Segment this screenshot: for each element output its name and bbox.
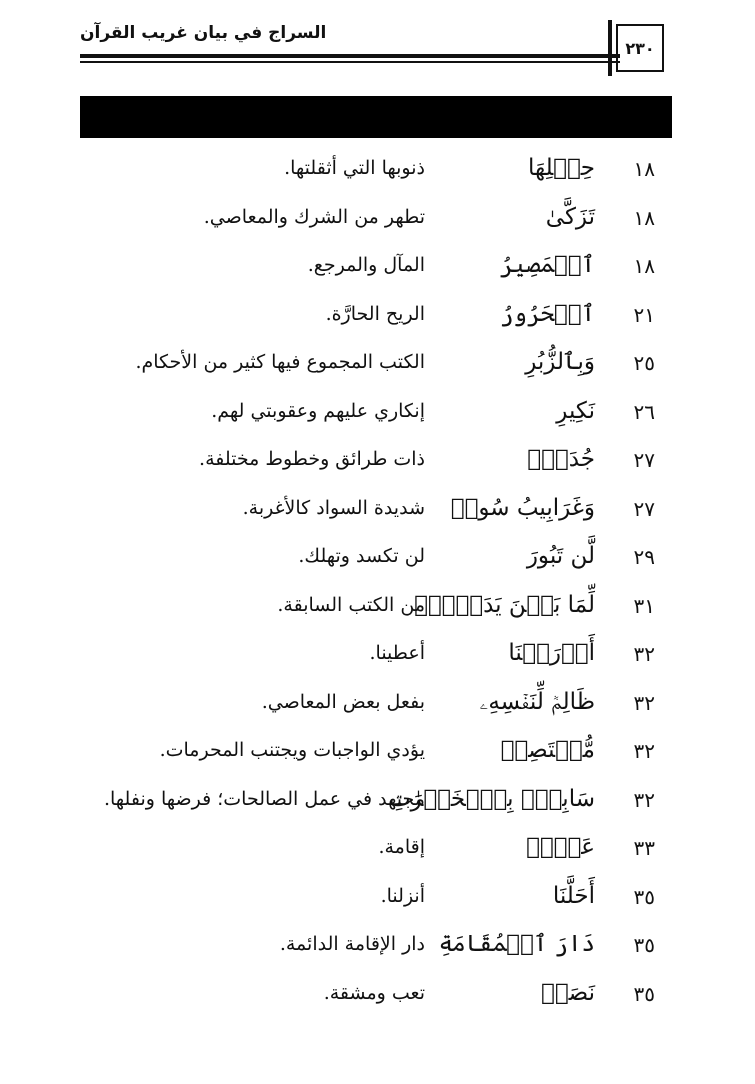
glossary-list (0, 148, 755, 1021)
quranic-word: عَدۡنٖ (526, 834, 595, 860)
word-meaning: مجتهد في عمل الصالحات؛ فرضها ونفلها. (103, 787, 425, 810)
word-meaning: تطهر من الشرك والمعاصي. (203, 205, 425, 228)
glossary-entry (0, 876, 755, 925)
word-meaning: تعب ومشقة. (323, 981, 425, 1004)
word-meaning: يؤدي الواجبات ويجتنب المحرمات. (159, 739, 425, 761)
quranic-word: نَصَبٞ (541, 979, 595, 1006)
glossary-entry (0, 633, 755, 682)
glossary-entry (0, 585, 755, 634)
glossary-entry (0, 536, 755, 585)
glossary-entry (0, 391, 755, 440)
verse-number: ١٨ (633, 254, 655, 278)
quranic-word: تَزَكَّىٰ (545, 203, 595, 230)
quranic-word: ظَالِمٞ لِّنَفۡسِهِۦ (479, 688, 595, 715)
page-number: ٢٣٠ (616, 24, 664, 72)
verse-number: ٣٢ (633, 787, 655, 812)
word-meaning: من الكتب السابقة. (277, 593, 425, 616)
verse-number: ١٨ (633, 157, 655, 181)
quranic-word: مُّقۡتَصِدٞ (500, 737, 595, 763)
glossary-entry (0, 924, 755, 973)
word-meaning: الريح الحارَّة. (325, 302, 425, 325)
word-meaning: ذات طرائق وخطوط مختلفة. (199, 448, 425, 470)
quranic-word: نَكِيرِ (556, 397, 595, 424)
glossary-entry (0, 342, 755, 391)
quranic-word: وَغَرَابِيبُ سُودٞ (450, 494, 595, 521)
glossary-entry (0, 682, 755, 731)
word-meaning: الكتب المجموع فيها كثير من الأحكام. (135, 351, 425, 373)
word-meaning: أعطينا. (369, 642, 425, 664)
verse-number: ٢٦ (633, 399, 655, 424)
verse-number: ٣٢ (633, 739, 655, 763)
word-meaning: ذنوبها التي أثقلتها. (284, 157, 425, 179)
word-meaning: دار الإقامة الدائمة. (279, 933, 425, 955)
quranic-word: ٱلۡحَرُورُ (500, 300, 595, 327)
quranic-word: ٱلۡمَصِيرُ (500, 252, 595, 278)
glossary-entry (0, 730, 755, 779)
quranic-word: حِمۡلِهَا (527, 155, 595, 181)
glossary-entry (0, 245, 755, 294)
verse-number: ٢٥ (633, 351, 655, 375)
glossary-entry (0, 439, 755, 488)
glossary-entry (0, 294, 755, 343)
verse-number: ٢٧ (633, 448, 655, 472)
quranic-word: لَّن تَبُورَ (526, 543, 595, 569)
word-meaning: لن تكسد وتهلك. (298, 545, 425, 567)
verse-number: ٢٩ (633, 545, 655, 569)
quranic-word: دَارَ ٱلۡمُقَامَةِ (438, 931, 595, 957)
word-meaning: أنزلنا. (380, 884, 425, 907)
header-rule-thick (80, 54, 620, 58)
quranic-word: أَوۡرَثۡنَا (508, 640, 595, 666)
verse-number: ١٨ (633, 205, 655, 230)
verse-number: ٢٧ (633, 496, 655, 521)
page-header (80, 18, 672, 78)
word-meaning: المآل والمرجع. (307, 254, 425, 276)
quranic-word: سَابِقُۢ بِٱلۡخَيۡرَٰتِ (388, 785, 595, 812)
glossary-entry (0, 973, 755, 1022)
verse-number: ٣٥ (633, 933, 655, 957)
verse-number: ٣٥ (633, 981, 655, 1006)
verse-number: ٣١ (633, 593, 655, 618)
book-title: السراج في بيان غريب القرآن (80, 23, 327, 43)
glossary-entry (0, 488, 755, 537)
word-meaning: إقامة. (378, 836, 425, 858)
glossary-entry (0, 779, 755, 828)
word-meaning: شديدة السواد كالأغربة. (242, 496, 425, 519)
header-rule-thin (80, 61, 620, 63)
verse-number: ٣٣ (633, 836, 655, 860)
verse-number: ٢١ (633, 302, 655, 327)
quranic-word: جُدَدُۢ (527, 446, 595, 472)
verse-number: ٣٢ (633, 690, 655, 715)
quranic-word: أَحَلَّنَا (552, 882, 595, 909)
quranic-word: لِّمَا بَيۡنَ يَدَيۡهِۗ (414, 591, 595, 618)
glossary-entry (0, 197, 755, 246)
word-meaning: بفعل بعض المعاصي. (261, 690, 425, 713)
table-header-band (80, 96, 672, 138)
quranic-word: وَبِٱلزُّبُرِ (525, 349, 595, 375)
glossary-entry (0, 148, 755, 197)
verse-number: ٣٢ (633, 642, 655, 666)
word-meaning: إنكاري عليهم وعقوبتي لهم. (211, 399, 425, 422)
glossary-entry (0, 827, 755, 876)
verse-number: ٣٥ (633, 884, 655, 909)
